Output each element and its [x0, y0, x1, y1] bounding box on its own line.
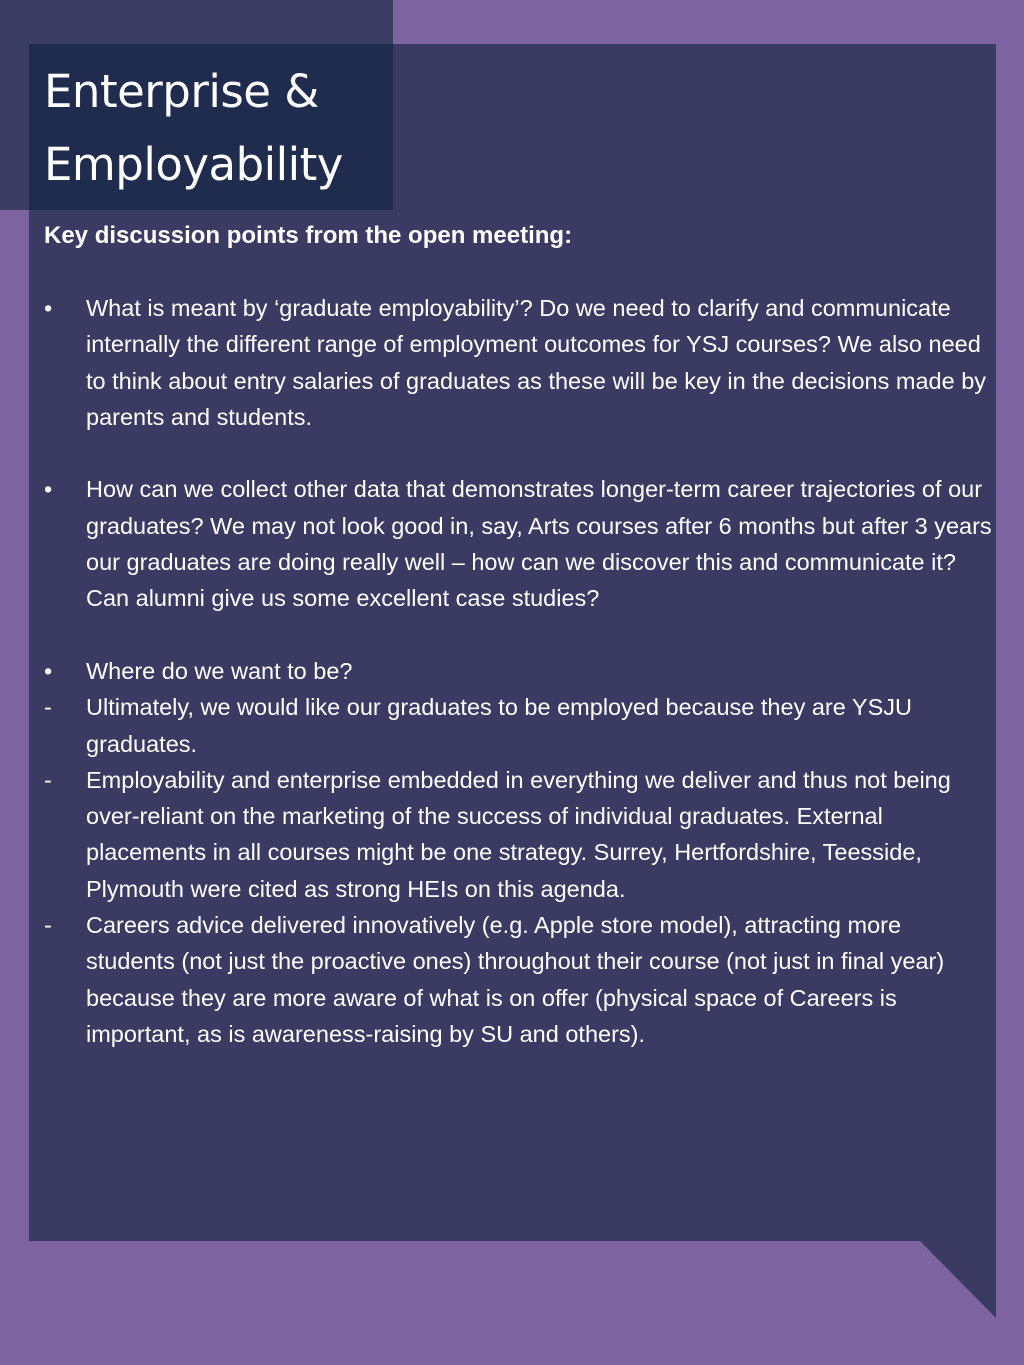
page-title-line-2: Employability [44, 138, 343, 191]
list-item-text: What is meant by ‘graduate employability’? Do we need to clarify and communicate internally the different range of employment outcomes for YSJ courses? We also need to think about entry salaries of graduates as these will be key in the decisions made by parents and students. [86, 295, 987, 430]
bullet-marker: • [44, 295, 53, 321]
spacer [44, 617, 992, 653]
list-item [44, 290, 992, 435]
list-item [44, 762, 992, 907]
list-item [44, 471, 992, 616]
page-title [44, 55, 384, 201]
section-heading: Key discussion points from the open meeting: [44, 222, 573, 249]
dash-marker: - [44, 766, 52, 793]
list-item [44, 907, 992, 1052]
page-title-line-1: Enterprise & [44, 65, 319, 118]
dash-marker: - [44, 912, 52, 939]
list-item-text: Employability and enterprise embedded in everything we deliver and thus not being over-reliant on the marketing of the success of individual graduates. External placements in all courses might be one strategy. Surrey, Hertfordshire, Teesside, Plymouth were cited as strong HEIs on this agenda. [86, 766, 951, 902]
spacer [44, 435, 992, 471]
list-item [44, 689, 992, 762]
list-item-text: Ultimately, we would like our graduates to be employed because they are YSJU graduates. [86, 694, 912, 757]
list-item-text: Where do we want to be? [86, 657, 353, 684]
list-item-text: How can we collect other data that demonstrates longer-term career trajectories of our graduates? We may not look good in, say, Arts courses after 6 months but after 3 years our graduates are doing really well – how can we discover this and communicate it? Can alumni give us some excellent case studies? [86, 476, 992, 612]
dash-marker: - [44, 694, 52, 721]
list-item [44, 653, 992, 689]
slide-content [44, 218, 992, 1052]
list-item-text: Careers advice delivered innovatively (e.g. Apple store model), attracting more students (not just the proactive ones) throughout their course (not just in final year) because they are more aware of what is on offer (physical space of Careers is important, as is awareness-raising by SU and others). [86, 912, 945, 1047]
bullet-marker: • [44, 476, 53, 503]
bullet-marker: • [44, 657, 53, 684]
